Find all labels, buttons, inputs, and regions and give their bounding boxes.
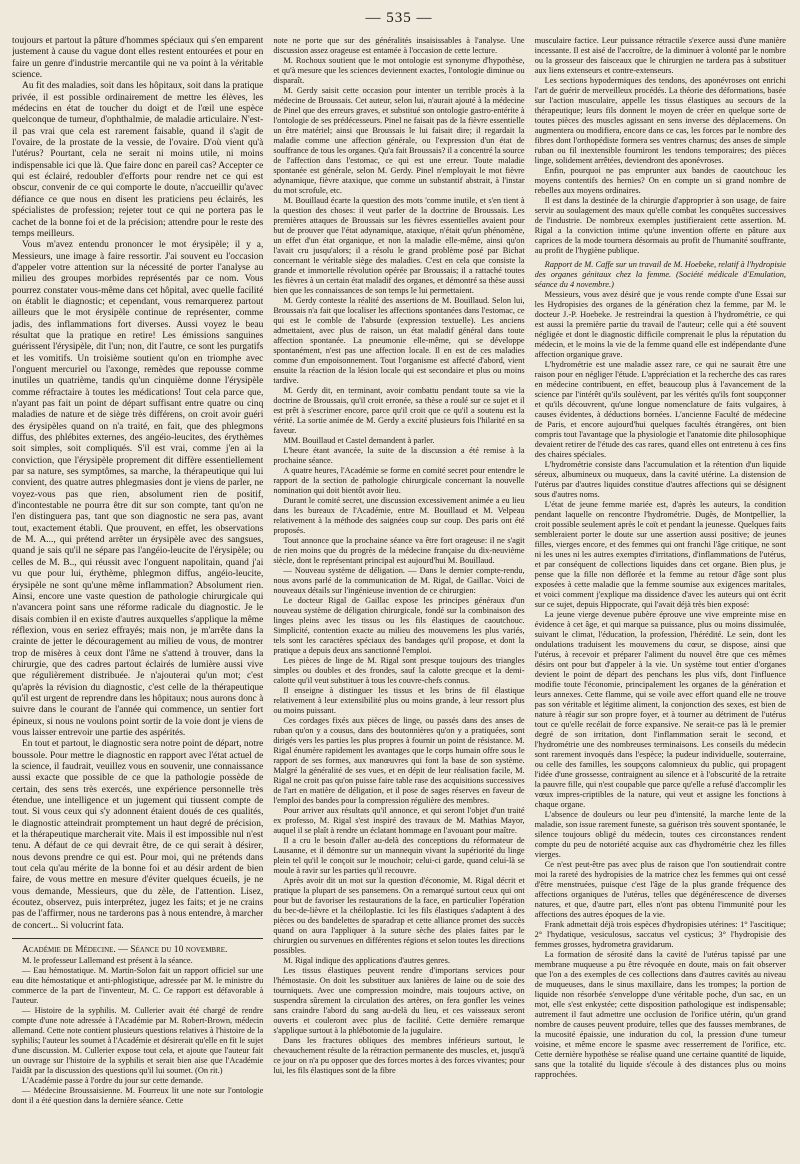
paragraph: MM. Bouillaud et Castel demandent à parler. [283, 436, 435, 445]
paragraph: L'hydrométrie est une maladie assez rare, ce qui ne saurait être une raison pour en négliger l'étude. L'appréciation et la recherche des cas rares en médecine contribuent, en effet, beaucoup plus à l'avancement de la science par l'intérêt qu'ils soulèvent, par les vérités qu'ils font soupçonner et qu'ils découvrent, qu'une longue nomenclature de faits vulgaires, à causes évidentes, à déductions bornées. L'ancienne Faculté de médecine de Paris, et encore aujourd'hui quelques facultés étrangères, ont bien compris tout l'avantage que la physiologie et l'anatomie dite philosophique devaient retirer de l'étude des cas rares, quand elles ont entretenu à ces fins des chaires spéciales. [534, 360, 786, 459]
paragraph: toujours et partout la pâture d'hommes spéciaux qui s'en emparent justement à cause du vague dont elles restent entourées et pour en faire un genre d'industrie mercantile qui ne va point à la véritable science. [12, 36, 264, 81]
columns [12, 36, 786, 1160]
paragraph: — Médecine Broussaisienne. M. Fourreux lit une note sur l'ontologie dont il a été question dans la dernière séance. Cette [12, 1085, 264, 1105]
paragraph: Les pièces de linge de M. Rigal sont presque toujours des triangles simples ou doubles et des frondes, sauf la calotte grecque et la demi-calotte qu'il veut substituer à tous les couvre-chefs connus. [273, 656, 525, 685]
paragraph: — Histoire de la syphilis. M. Cullerier avait été chargé de rendre compte d'une note adressée à l'Académie par M. Robert-Brown, médecin allemand. Cette note contient plusieurs questions relatives à l'histoire de la syphilis; l'auteur les soumet à l'Académie et désirerait qu'elle en fit le sujet d'une discussion. M. Cullerier expose tout cela, et ajoute que l'auteur fait un ouvrage sur l'histoire de la syphilis et serait bien aise que l'Académie l'aidât par la discussion des questions qu'il lui soumet. (On rit.) [12, 1005, 264, 1075]
paragraph: Durant le comité secret, une discussion excessivement animée a eu lieu dans les bureaux de l'Académie, entre M. Bouillaud et M. Velpeau relativement à la méthode des saignées coup sur coup. Des paris ont été proposés. [273, 496, 525, 535]
paragraph: En tout et partout, le diagnostic sera notre point de départ, notre boussole. Pour mettre le diagnostic en rapport avec l'état actuel de la science, il faudrait, veuillez vous en souvenir, une connaissance aussi exacte que possible de ce que la pathologie possède de certain, des sens très exercés, une expérience personnelle très étendue, une intelligence et un jugement qui tiussent compte de tout. Si vous ceux qui s'y adonnent étaient doués de ces qualités, le diagnostic atteindrait promptement un haut degré de précision, et la thérapeutique marcherait vite. Mais il est impossible nul n'est tenu. A défaut de ce qui devrait être, de ce qui serait à désirer, nous devons prendre ce qui est. Pour moi, qui ne prétends dans tout cela qu'au mérite de la bonne foi et au désir ardent de bien faire, de vous mettre en mesure d'éviter quelques écueils, je ne vous demande, Messieurs, que du zèle, de l'attention. Lisez, écoutez, observez, puis interprétez, jugez les faits; et je ne crains pas de l'affirmer, nous ne tarderons pas à nous entendre, à marcher de concert... Si volucrint fata. [12, 739, 264, 931]
paragraph: Enfin, pourquoi ne pas emprunter aux bandes de caoutchouc les moyens contentifs des hernies? On en compte un si grand nombre de rebelles aux moyens ordinaires. [534, 166, 786, 195]
paragraph: Il est dans la destinée de la chirurgie d'approprier à son usage, de faire servir au soulagement des maux qu'elle combat les conquêtes successives de l'industrie. De nombreux exemples justifieraient cette assertion. M. Rigal a la conviction intime qu'une invention offerte en pâture aux caprices de la mode tournera désormais au profit de l'humanité souffrante, au profit de l'hygiène publique. [534, 196, 786, 255]
paragraph: Dans les fractures obliques des membres inférieurs surtout, le chevauchement résulte de la rétraction permanente des muscles, et, jusqu'à ce jour on n'a pu opposer que des forces mortes à des forces vivantes; pour lui, les fils élastiques sont de la fibre [273, 1036, 525, 1075]
report-title: Rapport de M. Caffe sur un travail de M. Hoebeke, relatif à l'hydropisie des organes génitaux chez la femme. (Société médicale d'Emulation, séance du 4 novembre.) [534, 260, 786, 289]
paragraph: M. Gerdy dit, en terminant, avoir combattu pendant toute sa vie la doctrine de Broussais, qu'il croit erronée, sa thèse a roulé sur ce sujet et il est prêt à s'escrimer encore, parce qu'il croit que ce qu'il a soutenu est la vérité. La sortie animée de M. Gerdy a excité plusieurs fois l'hilarité en sa faveur. [273, 386, 525, 435]
paragraph: musculaire factice. Leur puissance rétractile s'exerce aussi d'une manière incessante. Il est aisé de l'accroître, de la diminuer à volonté par le nombre ou la grosseur des faisceaux que le chirurgien ne tardera pas à substituer aux liens extenseurs et contre-extenseurs. [534, 36, 786, 75]
paragraph: L'hydrométrie consiste dans l'accumulation et la rétention d'un liquide séreux, albumineux ou muqueux, dans la cavité utérine. La distension de l'utérus par d'autres liquides constitue d'autres affections qui se désignent sous d'autres noms. [534, 460, 786, 499]
paragraph: Les tissus élastiques peuvent rendre d'importans services pour l'hémostasie. On doit les substituer aux lanières de laine ou de soie des tourniquets. Avec une compression moindre, mais toujours active, on suspendra sûrement la circulation des artères, on fera gonfler les veines sans craindre l'abord du sang au-delà du lieu, et ces vaisseaux seront ouverts et couleront avec plus de facilité. Cette dernière remarque s'applique surtout à la phlébotomie de la jugulaire. [273, 966, 525, 1035]
paragraph: La formation de sérosité dans la cavité de l'utérus tapissé par une membrane muqueuse a pu être révoquée en doute, mais on fait observer que l'on a des exemples de ces collections dans d'autres cavités au niveau de muqueuses, dans le sinus maxillaire, dans les trompes; la portion de liquide non résorbée s'enveloppe d'une véritable poche, d'un sac, en un mot, elle s'est enkystée; cette disposition pathologique est indispensable; autrement il faut admettre une occlusion de l'orifice utérin, qu'un grand nombre de causes peuvent produire, telles que des fausses membranes, de la mucosité épaissie, une induration du col, la pression d'une tumeur voisine, et même encore le spasme avec resserrement de l'orifice, etc. Cette dernière hypothèse se réalise quand une certaine quantité de liquide, sans que la totalité du liquide s'écoule à des distances plus ou moins rapprochées. [534, 950, 786, 1079]
page-number: — 535 — [365, 9, 433, 26]
paragraph: Le docteur Rigal de Gaillac expose les principes généraux d'un nouveau système de déligation chirurgicale, fondé sur la combinaison des linges pleins avec les tissus ou les fils élastiques de caoutchouc. Simplicité, contention exacte au milieu des mouvemens les plus variés, tels sont les caractères spéciaux des bandages qu'il propose, et dont la pratique a depuis deux ans sanctionné l'emploi. [273, 596, 525, 655]
paragraph: Pour arriver aux résultats qu'il annonce, et qui seront l'objet d'un traité ex professo, M. Rigal s'est inspiré des travaux de M. Mathias Mayor, auquel il se plaît à rendre un éclatant hommage en l'avouant pour maître. [273, 806, 525, 835]
paragraph: — Nouveau système de déligation. — Dans le dernier compte-rendu, nous avons parlé de la communication de M. Rigal, de Gaillac. Voici de nouveaux détails sur l'ingénieuse invention de ce chirurgien: [273, 566, 525, 595]
paragraph: — Eau hémostatique. M. Martin-Solon fait un rapport officiel sur une eau dite hémostatique et anti-phlogistique, adressée par M. le ministre du commerce de la part de l'inventeur, M. C. Ce rapport est défavorable à l'auteur. [12, 965, 264, 1005]
paragraph: Tout annonce que la prochaine séance va être fort orageuse: il ne s'agit de rien moins que du progrès de la médecine française du dix-neuvième siècle, dont le représentant principal est aujourd'hui M. Bouillaud. [273, 536, 525, 565]
paragraph: Vous m'avez entendu prononcer le mot érysipèle; il y a, Messieurs, une image à faire ressortir. J'ai souvent eu l'occasion d'appeler votre attention sur la nécessité de porter l'analyse au milieu des groupes morbides représentés par ce nom. Vous pourrez constater vous-même dans cet hôpital, avec quelle facilité on établit le diagnostic; et cependant, vous remarquerez partout ailleurs que le mot érysipèle continue de représenter, comme jadis, des inflammations fort diverses. Aussi voyez le beau résultat que la pratique en retire! Les émissions sanguines guérissent l'érysipèle, dit l'un; non, dit l'autre, ce sont les purgatifs et les vomitifs. Un troisième soutient qu'on en triomphe avec l'onguent mercuriel ou l'axonge, remèdes que repousse comme inutiles un quatrième, tandis qu'un cinquième donne l'érysipèle comme réfractaire à toutes les médications! Tout cela parce que, n'ayant pas fait un point de départ suffisant entre quatre ou cinq maladies de nature et de siège très différens, on croit avoir guéri des érysipèles quand on n'a traité, en fait, que des phlegmons diffus, des phlébites externes, des angéio-leucites, des érythèmes soit simples, soit compliqués. S'il est vrai, comme j'en ai la conviction, que l'érysipèle proprement dit diffère essentiellement par sa nature, ses symptômes, sa marche, la thérapeutique qui lui convient, des quatre autres phlegmasies dont je viens de parler, ne voyez-vous pas que rien, absolument rien de positif, d'incontestable ne pourra être dit sur son compte, tant qu'on ne l'en distinguera pas, tant que son diagnostic ne sera pas, avant tout, exactement établi. Que prouvent, en effet, les observations de M. A..., qui prétend arrêter un érysipèle avec des sangsues, quand je sais qu'il ne sépare pas l'angéio-leucite de l'érysipèle; ou celles de M. B.., qui réussit avec l'onguent napolitain, quand j'ai vu que pour lui, érythème, phlegmon diffus, angéio-leucite, érysipèle ne sont qu'une même inflammation? Absolument rien. Ainsi, encore une vaste question de pathologie chirurgicale qui n'avancera point sans une réforme radicale du diagnostic. Je le disais combien il en existe d'autres auxquelles s'applique la même réflexion, vous en seriez effrayés; mais non, je m'arrête dans la crainte de jetter le découragement au milieu de vous, de montrer trop de misères à ceux dont l'âme ne s'attend à trouver, dans la chirurgie, que des cadres partout éclairés de lumière aussi vive que régulièrement distribuée. Je n'ajouterai qu'un mot; c'est qu'après la révision du diagnostic, c'est celle de la thérapeutique qu'il est urgent de reprendre dans les hôpitaux; nous aurons donc à suivre dans le courant de l'année qui commence, un sentier fort épineux, si nous ne voulons point sortir de la voie dont je viens de vous laisser entrevoir une partie des aspérités. [12, 240, 264, 738]
paragraph: M. Gerdy conteste la réalité des assertions de M. Bouillaud. Selon lui, Broussais n'a fait que localiser les affections spontanées dans l'estomac, ce qui est le comble de l'absurde (expression textuelle). Les anciens admettaient, avec plus de raison, un état maladif général dans toute affection spontanée. La pneumonie elle-même, qui se développe spontanément, n'est pas une affection locale. Il en est de ces maladies comme d'un empoisonnement. Tout l'organisme est affecté d'abord, vient ensuite la réaction de la lésion locale qui est secondaire et plus ou moins tardive. [273, 296, 525, 385]
left-column [12, 36, 263, 1160]
paragraph: Après avoir dit un mot sur la question d'économie, M. Rigal décrit et pratique la plupart de ses pansemens. On a remarqué surtout ceux qui ont pour but de favoriser les restaurations de la face, en particulier l'opération du bec-de-lièvre et la chéiloplastie. Ici les fils élastiques s'adaptent à des pièces ou des bandelettes de sparadrap et cette alliance promet des succès quand on aura l'appliquer à la suture sèche des plaies faites par le chirurgien ou survenues en différentes régions et selon toutes les directions possibles. [273, 876, 525, 955]
paragraph: M. Gerdy saisit cette occasion pour intenter un terrible procès à la médecine de Broussais. Cet auteur, selon lui, n'aurait ajouté à la médecine de Pinel que des erreurs graves, et substitué son ontologie gastro-entérite à l'ontologie de ses prédécesseurs. Pinel ne faisait pas de la fièvre essentielle un être matériel; ainsi que Broussais le lui faisait dire; il regardait la maladie comme une affection générale, ou l'expression d'un état de souffrance de tous les organes. Qu'a fait Broussais? il a concentré la source de l'affection dans l'estomac, ce qui est une erreur. Toute maladie spontanée est générale, selon M. Gerdy. Pinel n'employait le mot fièvre adynamique, fièvre ataxique, que comme un substantif abstrait, à l'instar du mot scrofule, etc. [273, 86, 525, 195]
paragraph: Frank admettait déjà trois espèces d'hydropisies utérines: 1° l'ascitique; 2° l'hydatique, vesiculosus, saccatus vel cysticus; 3° l'hydropisie des femmes grosses, hydrometra gravidarum. [534, 920, 786, 949]
paragraph: M. Rochoux soutient que le mot ontologie est synonyme d'hypothèse, et qu'à mesure que les sciences deviennent exactes, l'ontologie diminue ou disparaît. [273, 56, 525, 85]
paragraph: L'état de jeune femme mariée est, d'après les auteurs, la condition pendant laquelle on rencontre l'hydrométrie. Dugès, de Montpellier, la croit possible seulement après le coït et pendant la jeunesse. Quelques faits sembleraient porter le doute sur une assertion aussi positive; de jeunes filles, vierges encore, et des femmes qui ont franchi l'âge critique, ne sont ni les unes ni les autres exemptes d'irritations, d'inflammations de l'utérus, et par conséquent de collections liquides dans cet organe. Bien plus, je pense que la fille non déflorée et la femme au retour d'âge sont plus exposées à cette maladie que la femme soumise aux exigences maritales, et voici comment j'explique ma dissidence d'avec les auteurs qui ont écrit sur ce sujet, depuis Hippocrate, qui l'avait déjà très bien exposé: [534, 500, 786, 609]
paragraph: Les sections hypodermiques des tendons, des aponévroses ont enrichi l'art de guérir de merveilleux procédés. La théorie des déformations, basée sur l'action musculaire, appelle les tissus élastiques au secours de la thérapeutique; leurs fils donnent le moyen de créer en quelque sorte de toutes pièces des muscles agissant en sens inverse des déplacemens. On augmentera ou modifiera, encore dans ce cas, les forces par le nombre des fibres dont l'orthopédiste formera ses ventres charnus; des anses de simple ruban ou fil inextensible fourniront les tendons temporaires; des pièces linge, solidement arrêtées, deviendront des aponévroses. [534, 76, 786, 165]
paragraph: Messieurs, vous avez désiré que je vous rende compte d'une Essai sur les Hydropisies des organes de la génération chez la femme, par M. le docteur J.-P. Hoebeke. Je restreindrai la question à l'hydrométrie, ce qui est aussi la première partie du travail de l'auteur; celle qui a été souvent négligée et dont le diagnostic difficile comprenait le plus la réputation du médecin, et le moins la vie de la femme quand elle est indépendante d'une affection organique grave. [534, 290, 786, 359]
section-title: Académie de Médecine. — Séance du 10 novembre. [22, 944, 228, 956]
paragraph: A quatre heures, l'Académie se forme en comité secret pour entendre le rapport de la section de pathologie chirurgicale concernant la nouvelle nomination qui doit bientôt avoir lieu. [273, 466, 525, 495]
paragraph: M. Rigal indique des applications d'autres genres. [283, 956, 450, 965]
paragraph: Ces cordages fixés aux pièces de linge, ou passés dans des anses de ruban qu'on y a cousus, dans des boutonnières qu'on y a pratiquées, sont dirigés vers les parties les plus propres à fournir un point de résistance. M. Rigal énumère rapidement les avantages que le corps humain offre sous le rapport de ses formes, aux manœuvres qui font la base de son système. Malgré la généralité de ses vues, et en dépit de leur réalisation facile, M. Rigal ne croit pas qu'on puisse faire table rase des acquisitions successives de l'art en matière de déligation, et il pose de sages réserves en faveur de l'emploi des bandes pour la compression régulière des membres. [273, 716, 525, 805]
paragraph: L'absence de douleurs ou leur peu d'intensité, la marche lente de la maladie, son issue rarement funeste, sa guérison très souvent spontanée, le silence toujours obligé du médecin, toutes ces circonstances rendent compte du peu de notoriété acquise aux cas d'hydrométrie chez les filles vierges. [534, 810, 786, 859]
paragraph: M. le professeur Lallemand est présent à la séance. [22, 955, 193, 965]
section-divider [12, 938, 263, 939]
middle-column [273, 36, 524, 1160]
paragraph: Il a cru le besoin d'aller au-delà des conceptions du réformateur de Lausanne, et il démontre sur un mannequin vivant la supériorité du linge plein tel qu'il le conçoit sur le mouchoir; celui-ci garde, quand celui-là se moule à ravir sur les parties qu'il recouvre. [273, 836, 525, 875]
right-column [535, 36, 786, 1160]
paragraph: L'Académie passe à l'ordre du jour sur cette demande. [22, 1075, 203, 1085]
paragraph: Au fit des maladies, soit dans les hôpitaux, soit dans la pratique privée, il est possible ordinairement de mettre les élèves, les médecins en état de toucher du doigt et de l'œil une espèce quelconque de tumeur, d'ophthalmie, de maladie articulaire. N'est-il pas vrai que cela est rarement faisable, quand il s'agit de l'ovaire, de la prostate de la vessie, de l'ovaire. D'où vient qu'à l'utérus? Pourtant, cela ne serait ni moins utile, ni moins indispensable ici que là. Que faire donc en pareil cas? Accepter ce qui est éclairé, redoubler d'efforts pour rendre net ce qui est obscur, convenir de ce qui comporte le doute, n'accueillir qu'avec défiance ce que nous en disent les praticiens peu éclairés, les spécialistes de profession; rejeter tout ce qui ne portera pas le cachet de la bonne foi et de la précision; attendre pour le reste des temps meilleurs. [12, 81, 264, 239]
paragraph: Ce n'est peut-être pas avec plus de raison que l'on soutiendrait contre moi la rareté des hydropisies de la matrice chez les femmes qui ont cessé d'être menstruées, puisque c'est l'âge de la plus grande fréquence des affections organiques de l'utérus, telles que dégénérescence de diverses natures, et que, d'autre part, elles n'ont pas obtenu l'immunité pour les affections des autres époques de la vie. [534, 860, 786, 919]
paragraph: M. Bouillaud écarte la question des mots 'comme inutile, et s'en tient à la question des choses: il veut parler de la doctrine de Broussais. Les premières attaques de Broussais sur les fièvres essentielles avaient pour but de prouver que l'état adynamique, ataxique, n'était qu'un phénomène, un effet d'un état organique, et non la maladie elle-même, ainsi qu'on l'avait cru jusqu'alors; il a résolu le grand problème posé par Bichat concernant le véritable siège des maladies. C'est en cela que consiste la grande et immortelle révolution opérée par Broussais; il a rattaché toutes les fièvres à un certain état maladif des organes, et démontré sa thèse aussi bien que les connaissances de son temps le lui permettaient. [273, 196, 525, 295]
page-header [12, 0, 786, 36]
paragraph: Il enseigne à distinguer les tissus et les brins de fil élastique relativement à leur extensibilité plus ou moins grande, à leur ressort plus ou moins puissant. [273, 686, 525, 715]
paragraph: La jeune vierge devenue pubère éprouve une vive empreinte mise en évidence à cet âge, et qui marque sa puissance, plus ou moins dissimulée, suivant le climat, l'éducation, la profession, l'hérédité. Le sein, dont les ondulations traduisent les mouvemens du cœur, se dispose, ainsi que l'utérus, à recevoir et préparer l'aliment du nouvel être que ces mêmes désirs ont pour but d'appeler à la vie. Un système tout entier d'organes devient le point de départ des penchans les plus vifs, dont l'influence modifie toute l'économie, principalement les organes de la génération et leurs annexes. Cette flamme, qui se voile avec effort quand elle ne trouve pas son véritable et légitime aliment, la conjonction des sexes, est bien de nature à réagir sur son propre foyer, et à tourner au détriment de l'utérus tout ce qu'elle recélait de force expansive. Ne serait-ce pas là le premier degré de son irritation, dont l'inflammation serait le second, et l'hydrométrie une des nombreuses terminaisons. Les conseils du médecin sont rarement invoqués dans l'espèce; la pudeur individuelle, souterraine, ou celle des familles, les soupçons calomnieux du public, qui propagent l'idée d'une grossesse, contraignent au silence et à l'obscurité de la retraite la pauvre fille, qui n'est coupable que parce qu'elle a refusé d'accomplir les vœux impres-criptibles de la nature, qui veut et assigne les fonctions à chaque organe. [534, 610, 786, 809]
paragraph: note ne porte que sur des généralités insaisissables à l'analyse. Une discussion assez orageuse est entamée à l'occasion de cette lecture. [273, 36, 525, 55]
paragraph: L'heure étant avancée, la suite de la discussion a été remise à la prochaine séance. [273, 446, 525, 465]
